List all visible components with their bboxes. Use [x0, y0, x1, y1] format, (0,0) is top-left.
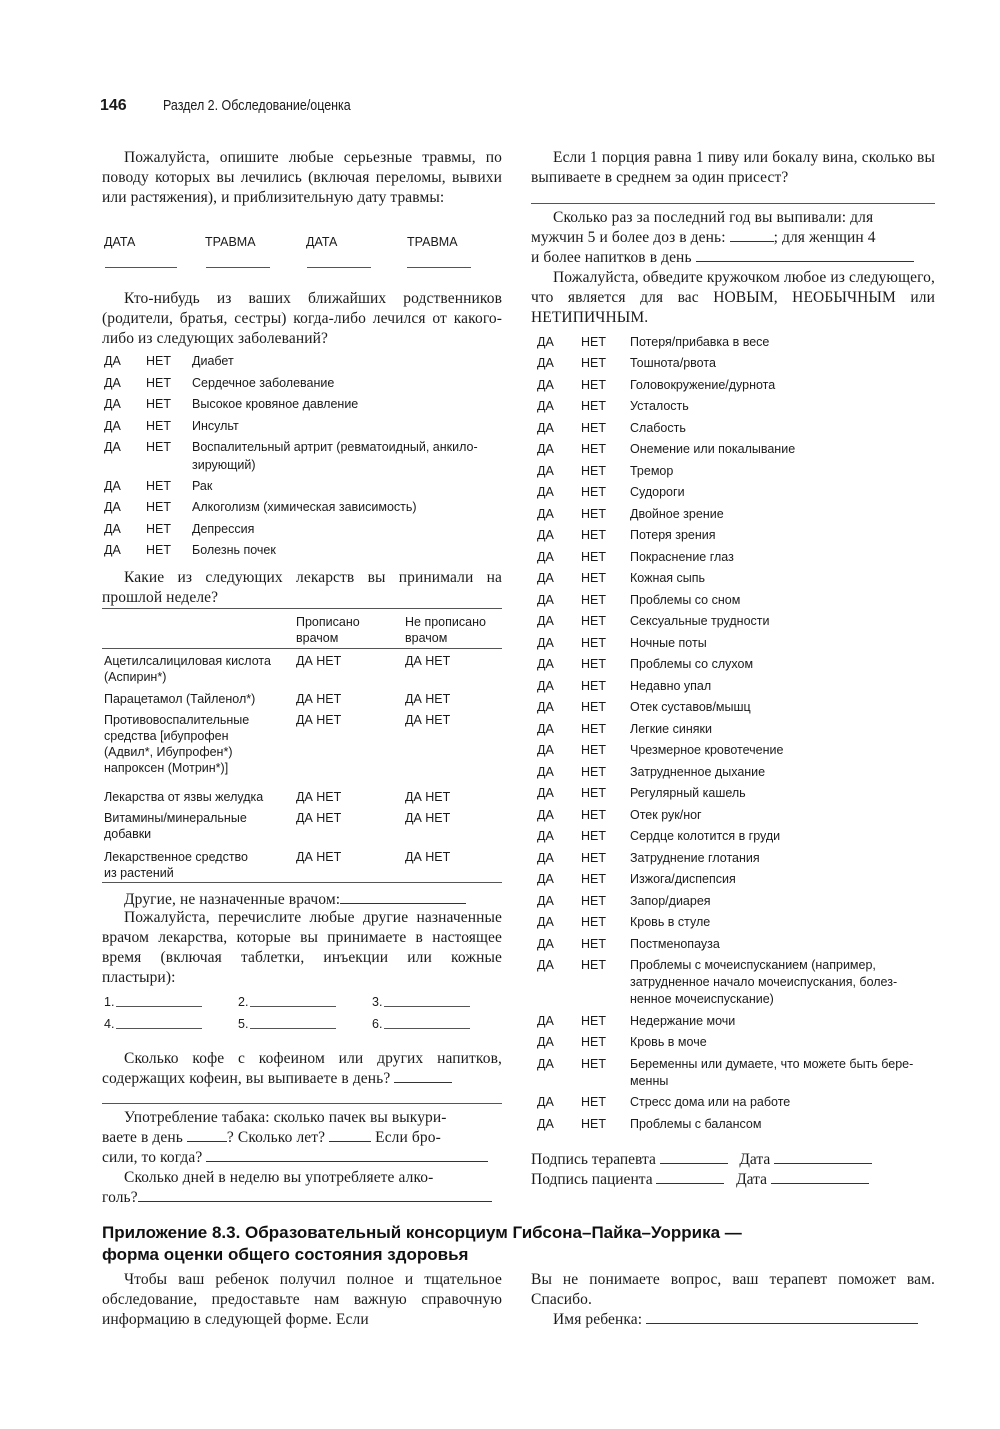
not-prescribed-yes-no[interactable]: ДА НЕТ — [405, 692, 451, 706]
no-option[interactable]: НЕТ — [581, 571, 606, 585]
yes-option[interactable]: ДА — [537, 894, 554, 908]
condition-label: Болезнь почек — [192, 543, 276, 557]
condition-label: Высокое кровяное давление — [192, 397, 359, 411]
symptom-label: Недавно упал — [630, 679, 712, 693]
no-option[interactable]: НЕТ — [581, 1014, 606, 1028]
no-option[interactable]: НЕТ — [146, 397, 171, 411]
no-option[interactable]: НЕТ — [146, 354, 171, 368]
table-row: Витамины/минеральные добавки — [104, 811, 247, 841]
no-option[interactable]: НЕТ — [581, 679, 606, 693]
symptom-label: Стресс дома или на работе — [630, 1095, 791, 1109]
prescribed-yes-no[interactable]: ДА НЕТ — [296, 790, 342, 804]
table-rule — [102, 882, 502, 883]
yes-option[interactable]: ДА — [104, 479, 121, 493]
no-option[interactable]: НЕТ — [581, 636, 606, 650]
therapist-date-field[interactable] — [774, 1151, 872, 1164]
circle-instructions: Пожалуйста, обведите кружочком любое из следующего, что является для вас НОВЫМ, НЕОБЫЧНЫМ или НЕТИПИЧНЫМ. — [531, 269, 935, 326]
yes-option[interactable]: ДА — [537, 399, 554, 413]
table-rule — [102, 608, 502, 609]
no-option[interactable]: НЕТ — [581, 851, 606, 865]
med-field[interactable] — [116, 1006, 202, 1007]
symptom-label: ненное мочеиспускание) — [630, 992, 774, 1006]
not-prescribed-yes-no[interactable]: ДА НЕТ — [405, 713, 451, 727]
symptom-label: Кожная сыпь — [630, 571, 706, 585]
table-rule — [102, 648, 502, 649]
meds-section — [102, 568, 502, 608]
no-option[interactable]: НЕТ — [581, 700, 606, 714]
symptom-label: Ночные поты — [630, 636, 707, 650]
section-title: Раздел 2. Обследование/оценка — [163, 98, 351, 114]
times-line-3: и более напитков в день — [531, 248, 935, 268]
patient-date-field[interactable] — [771, 1171, 869, 1184]
symptom-label: Постменопауза — [630, 937, 720, 951]
appendix-title: Приложение 8.3. Образовательный консорциум Гибсона–Пайка–Уоррика — форма оценки общего состояния здоровья — [102, 1223, 742, 1264]
med-field[interactable] — [384, 1028, 470, 1029]
med-number: 5. — [238, 1017, 249, 1031]
not-prescribed-yes-no[interactable]: ДА НЕТ — [405, 811, 451, 825]
no-option[interactable]: НЕТ — [581, 829, 606, 843]
col-prescribed-header: Прописано врачом — [296, 615, 360, 645]
portion-section — [531, 148, 935, 188]
symptom-label: Сексуальные трудности — [630, 614, 770, 628]
yes-option[interactable]: ДА — [537, 937, 554, 951]
symptom-label: Отек рук/ног — [630, 808, 702, 822]
yes-option[interactable]: ДА — [537, 614, 554, 628]
packs-field[interactable] — [187, 1129, 227, 1142]
no-option[interactable]: НЕТ — [581, 722, 606, 736]
med-number: 2. — [238, 995, 249, 1009]
symptom-label: Судороги — [630, 485, 685, 499]
no-option[interactable]: НЕТ — [581, 528, 606, 542]
yes-option[interactable]: ДА — [537, 485, 554, 499]
trauma-section — [102, 148, 502, 208]
yes-option[interactable]: ДА — [537, 442, 554, 456]
yes-option[interactable]: ДА — [537, 786, 554, 800]
no-option[interactable]: НЕТ — [581, 335, 606, 349]
med-field[interactable] — [250, 1006, 336, 1007]
symptom-label: затрудненное начало мочеиспускания, болез- — [630, 975, 898, 989]
symptom-label: Отек суставов/мышц — [630, 700, 751, 714]
yes-option[interactable]: ДА — [104, 419, 121, 433]
trauma-line[interactable] — [206, 267, 270, 268]
yes-option[interactable]: ДА — [537, 378, 554, 392]
family-question: Кто-нибудь из ваших ближайших родственников (родители, братья, сестры) когда-либо лечился от какого-либо из следующих заболеваний? — [102, 290, 502, 347]
appendix-intro-right — [531, 1270, 935, 1310]
tobacco-line-1: Употребление табака: сколько пачек вы выкури- — [124, 1109, 447, 1126]
no-option[interactable]: НЕТ — [581, 808, 606, 822]
no-option[interactable]: НЕТ — [581, 550, 606, 564]
trauma-line[interactable] — [307, 267, 371, 268]
symptom-label: Кровь в стуле — [630, 915, 711, 929]
no-option[interactable]: НЕТ — [146, 440, 171, 454]
symptom-label: Онемение или покалывание — [630, 442, 796, 456]
condition-label: зирующий) — [192, 458, 256, 472]
trauma-col-date-1: ДАТА — [104, 235, 136, 249]
symptom-label: Недержание мочи — [630, 1014, 736, 1028]
med-field[interactable] — [116, 1028, 202, 1029]
signature-therapist: Подпись терапевта Дата — [531, 1150, 872, 1170]
yes-option[interactable]: ДА — [537, 550, 554, 564]
coffee-field[interactable] — [394, 1070, 452, 1083]
table-row: Ацетилсалициловая кислота (Аспирин*) — [104, 654, 271, 684]
appendix-text: Вы не понимаете вопрос, ваш терапевт поможет вам. Спасибо. — [531, 1271, 935, 1308]
symptom-label: Проблемы с балансом — [630, 1117, 762, 1131]
no-option[interactable]: НЕТ — [581, 786, 606, 800]
condition-label: Депрессия — [192, 522, 255, 536]
no-option[interactable]: НЕТ — [146, 543, 171, 557]
med-number: 1. — [104, 995, 115, 1009]
med-number: 4. — [104, 1017, 115, 1031]
no-option[interactable]: НЕТ — [581, 894, 606, 908]
no-option[interactable]: НЕТ — [581, 872, 606, 886]
yes-option[interactable]: ДА — [537, 958, 554, 972]
table-row: Противовоспалительные средства [ибупрофен (Адвил*, Ибупрофен*) напроксен (Мотрин*)] — [104, 713, 250, 775]
yes-option[interactable]: ДА — [537, 1117, 554, 1131]
table-row: Лекарства от язвы желудка — [104, 790, 264, 804]
no-option[interactable]: НЕТ — [581, 399, 606, 413]
no-option[interactable]: НЕТ — [581, 958, 606, 972]
prescribed-question: Пожалуйста, перечислите любые другие назначенные врачом лекарства, которые вы принимаете в настоящее время (включая таблетки, инъекции или кожные пластыри): — [102, 909, 502, 986]
no-option[interactable]: НЕТ — [146, 376, 171, 390]
yes-option[interactable]: ДА — [537, 528, 554, 542]
tobacco-line-3: сили, то когда? — [102, 1148, 502, 1168]
alcohol-field[interactable] — [138, 1189, 492, 1202]
therapist-signature-field[interactable] — [660, 1151, 728, 1164]
symptom-label: Потеря/прибавка в весе — [630, 335, 770, 349]
med-number: 6. — [372, 1017, 383, 1031]
symptom-label: Беременны или думаете, что можете быть бере- — [630, 1057, 914, 1071]
yes-option[interactable]: ДА — [104, 397, 121, 411]
yes-option[interactable]: ДА — [104, 376, 121, 390]
yes-option[interactable]: ДА — [537, 722, 554, 736]
circle-section — [531, 268, 935, 328]
med-field[interactable] — [384, 1006, 470, 1007]
no-option[interactable]: НЕТ — [146, 479, 171, 493]
yes-option[interactable]: ДА — [537, 829, 554, 843]
symptom-label: Изжога/диспепсия — [630, 872, 736, 886]
prescribed-yes-no[interactable]: ДА НЕТ — [296, 654, 342, 668]
no-option[interactable]: НЕТ — [581, 1095, 606, 1109]
no-option[interactable]: НЕТ — [581, 1117, 606, 1131]
no-option[interactable]: НЕТ — [581, 743, 606, 757]
no-option[interactable]: НЕТ — [146, 522, 171, 536]
coffee-question: Сколько кофе с кофеином или других напитков, содержащих кофеин, вы выпиваете в день? — [102, 1050, 502, 1087]
symptom-label: Сердце колотится в груди — [630, 829, 781, 843]
symptom-label: Запор/диарея — [630, 894, 711, 908]
signature-patient: Подпись пациента Дата — [531, 1170, 869, 1190]
not-prescribed-yes-no[interactable]: ДА НЕТ — [405, 654, 451, 668]
prescribed-yes-no[interactable]: ДА НЕТ — [296, 811, 342, 825]
no-option[interactable]: НЕТ — [581, 421, 606, 435]
yes-option[interactable]: ДА — [537, 507, 554, 521]
no-option[interactable]: НЕТ — [581, 1035, 606, 1049]
family-section — [102, 289, 502, 349]
patient-signature-field[interactable] — [656, 1171, 724, 1184]
symptom-label: Головокружение/дурнота — [630, 378, 776, 392]
men-field[interactable] — [730, 229, 774, 242]
times-line-2: мужчин 5 и более доз в день: ; для женщин 4 — [531, 229, 876, 246]
condition-label: Рак — [192, 479, 213, 493]
yes-option[interactable]: ДА — [537, 851, 554, 865]
no-option[interactable]: НЕТ — [581, 593, 606, 607]
not-prescribed-yes-no[interactable]: ДА НЕТ — [405, 790, 451, 804]
alcohol-line-1: Сколько дней в неделю вы употребляете алко- — [124, 1169, 434, 1186]
yes-option[interactable]: ДА — [104, 440, 121, 454]
no-option[interactable]: НЕТ — [581, 442, 606, 456]
tobacco-line-2: ваете в день ? Сколько лет? Если бро- — [102, 1129, 441, 1146]
yes-option[interactable]: ДА — [537, 1095, 554, 1109]
med-number: 3. — [372, 995, 383, 1009]
yes-option[interactable]: ДА — [537, 679, 554, 693]
appendix-intro-left — [102, 1270, 502, 1330]
symptom-label: Слабость — [630, 421, 686, 435]
prescribed-yes-no[interactable]: ДА НЕТ — [296, 692, 342, 706]
trauma-col-injury-1: ТРАВМА — [205, 235, 256, 249]
no-option[interactable]: НЕТ — [581, 915, 606, 929]
no-option[interactable]: НЕТ — [146, 419, 171, 433]
symptom-label: Затруднение глотания — [630, 851, 760, 865]
yes-option[interactable]: ДА — [537, 356, 554, 370]
no-option[interactable]: НЕТ — [581, 765, 606, 779]
symptom-label: Двойное зрение — [630, 507, 724, 521]
yes-option[interactable]: ДА — [537, 915, 554, 929]
symptom-label: Легкие синяки — [630, 722, 712, 736]
years-field[interactable] — [329, 1129, 371, 1142]
yes-option[interactable]: ДА — [537, 593, 554, 607]
prescribed-section — [102, 908, 502, 988]
page-number: 146 — [100, 97, 127, 114]
no-option[interactable]: НЕТ — [581, 485, 606, 499]
answer-line[interactable] — [531, 203, 935, 204]
yes-option[interactable]: ДА — [537, 700, 554, 714]
appendix-text: Чтобы ваш ребенок получил полное и тщательное обследование, предоставьте нам важную справочную информацию в следующей форме. Если — [102, 1271, 502, 1328]
symptom-label: Тремор — [630, 464, 674, 478]
no-option[interactable]: НЕТ — [581, 614, 606, 628]
trauma-line[interactable] — [105, 267, 177, 268]
yes-option[interactable]: ДА — [537, 743, 554, 757]
child-name-field[interactable] — [646, 1311, 918, 1324]
symptom-label: Проблемы с мочеиспусканием (например, — [630, 958, 876, 972]
condition-label: Инсульт — [192, 419, 239, 433]
symptom-label: Затрудненное дыхание — [630, 765, 766, 779]
yes-option[interactable]: ДА — [537, 1014, 554, 1028]
not-prescribed-yes-no[interactable]: ДА НЕТ — [405, 850, 451, 864]
answer-line[interactable] — [102, 1103, 502, 1104]
condition-label: Воспалительный артрит (ревматоидный, анкило- — [192, 440, 478, 454]
meds-question: Какие из следующих лекарств вы принимали на прошлой неделе? — [102, 569, 502, 606]
condition-label: Диабет — [192, 354, 234, 368]
symptom-label: Проблемы со слухом — [630, 657, 754, 671]
no-option[interactable]: НЕТ — [581, 1057, 606, 1071]
symptom-label: Чрезмерное кровотечение — [630, 743, 784, 757]
no-option[interactable]: НЕТ — [581, 378, 606, 392]
symptom-label: Потеря зрения — [630, 528, 716, 542]
no-option[interactable]: НЕТ — [581, 507, 606, 521]
times-line-1: Сколько раз за последний год вы выпивали: для — [553, 209, 874, 226]
yes-option[interactable]: ДА — [537, 765, 554, 779]
symptom-label: Покраснение глаз — [630, 550, 734, 564]
yes-option[interactable]: ДА — [537, 872, 554, 886]
col-not-prescribed-header: Не прописано врачом — [405, 615, 486, 645]
no-option[interactable]: НЕТ — [581, 937, 606, 951]
symptom-label: Тошнота/рвота — [630, 356, 716, 370]
trauma-line[interactable] — [407, 267, 471, 268]
yes-option[interactable]: ДА — [537, 1035, 554, 1049]
other-meds-field[interactable] — [340, 889, 466, 904]
trauma-question: Пожалуйста, опишите любые серьезные травмы, по поводу которых вы лечились (включая переломы, вывихи или растяжения), и приблизительную дату травмы: — [102, 149, 502, 206]
no-option[interactable]: НЕТ — [581, 657, 606, 671]
condition-label: Алкоголизм (химическая зависимость) — [192, 500, 417, 514]
yes-option[interactable]: ДА — [537, 657, 554, 671]
symptom-label: Проблемы со сном — [630, 593, 741, 607]
yes-option[interactable]: ДА — [104, 522, 121, 536]
portion-question: Если 1 порция равна 1 пиву или бокалу вина, сколько вы выпиваете в среднем за один присест? — [531, 149, 935, 186]
symptom-label: Усталость — [630, 399, 689, 413]
no-option[interactable]: НЕТ — [581, 356, 606, 370]
child-name-line: Имя ребенка: — [553, 1310, 935, 1330]
table-row: Лекарственное средство из растений — [104, 850, 249, 880]
women-field[interactable] — [696, 249, 914, 262]
yes-option[interactable]: ДА — [537, 421, 554, 435]
yes-option[interactable]: ДА — [104, 500, 121, 514]
no-option[interactable]: НЕТ — [146, 500, 171, 514]
condition-label: Сердечное заболевание — [192, 376, 335, 390]
table-row: Парацетамол (Тайленол*) — [104, 692, 256, 706]
no-option[interactable]: НЕТ — [581, 464, 606, 478]
other-meds-line: Другие, не назначенные врачом: — [124, 889, 502, 910]
trauma-col-injury-2: ТРАВМА — [407, 235, 458, 249]
quit-field[interactable] — [206, 1149, 488, 1162]
yes-option[interactable]: ДА — [104, 354, 121, 368]
prescribed-yes-no[interactable]: ДА НЕТ — [296, 850, 342, 864]
symptom-label: менны — [630, 1074, 669, 1088]
yes-option[interactable]: ДА — [537, 335, 554, 349]
symptom-label: Кровь в моче — [630, 1035, 707, 1049]
med-field[interactable] — [250, 1028, 336, 1029]
prescribed-yes-no[interactable]: ДА НЕТ — [296, 713, 342, 727]
coffee-section — [102, 1049, 502, 1089]
yes-option[interactable]: ДА — [537, 636, 554, 650]
yes-option[interactable]: ДА — [537, 808, 554, 822]
yes-option[interactable]: ДА — [537, 1057, 554, 1071]
yes-option[interactable]: ДА — [104, 543, 121, 557]
yes-option[interactable]: ДА — [537, 571, 554, 585]
trauma-col-date-2: ДАТА — [306, 235, 338, 249]
alcohol-line-2: голь? — [102, 1188, 502, 1208]
yes-option[interactable]: ДА — [537, 464, 554, 478]
symptom-label: Регулярный кашель — [630, 786, 746, 800]
